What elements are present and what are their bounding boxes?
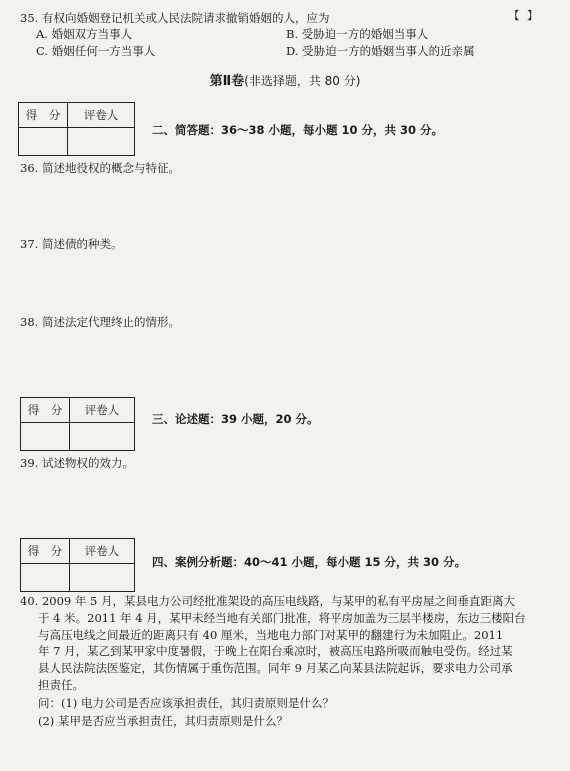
question-38: 38. 简述法定代理终止的情形。 [20, 315, 180, 329]
part-2-heading [0, 70, 570, 89]
question-40-line: 与高压电线之间最近的距离只有 40 厘米，当地电力部门对某甲的翻建行为未加阻止。2011 [38, 627, 504, 642]
score-cell [19, 128, 68, 156]
question-40-line: 担责任。 [38, 677, 84, 692]
part-2-subtitle: (非选择题，共 80 分) [244, 74, 361, 88]
grader-label: 评卷人 [68, 103, 135, 128]
question-40-line: 于 4 米。2011 年 4 月，某甲未经当地有关部门批准，将平房加盖为三层半楼房，东边三楼阳台 [38, 610, 526, 625]
question-40-line: 年 7 月，某乙到某甲家中度暑假，于晚上在阳台乘凉时，被高压电路所吸而触电受伤。经过某 [38, 644, 513, 659]
question-35-option-d: D. 受胁迫一方的婚姻当事人的近亲属 [286, 44, 475, 58]
question-40-sub-2: (2) 某甲是否应当承担责任，其归责原则是什么？ [38, 714, 288, 728]
grader-cell [68, 128, 135, 156]
grader-cell [70, 423, 135, 451]
question-35-option-c: C. 婚姻任何一方当事人 [36, 44, 156, 58]
question-35-option-b: B. 受胁迫一方的婚姻当事人 [286, 27, 429, 41]
question-35-option-a: A. 婚姻双方当事人 [36, 27, 133, 41]
question-36: 36. 简述地役权的概念与特征。 [20, 161, 180, 175]
score-box-section-2 [18, 102, 135, 156]
score-box-section-4 [20, 538, 135, 592]
part-2-title: 第Ⅱ卷 [209, 74, 245, 89]
score-cell [21, 423, 70, 451]
score-label: 得 分 [19, 103, 68, 128]
question-40-body [20, 593, 550, 694]
question-35-stem: 35. 有权向婚姻登记机关或人民法院请求撤销婚姻的人，应为 [20, 11, 330, 25]
question-39: 39. 试述物权的效力。 [20, 456, 134, 470]
question-37: 37. 简述债的种类。 [20, 237, 123, 251]
score-label: 得 分 [21, 398, 70, 423]
grader-label: 评卷人 [70, 398, 135, 423]
score-label: 得 分 [21, 539, 70, 564]
question-40-sub-1: 问：(1) 电力公司是否应该承担责任，其归责原则是什么？ [38, 696, 334, 710]
score-cell [21, 564, 70, 592]
question-40-line: 县人民法院法医鉴定，其伤情属于重伤范围。同年 9 月某乙向某县法院起诉，要求电力公司承 [38, 661, 513, 676]
page-bracket-mark: 【 】 [508, 9, 540, 22]
grader-label: 评卷人 [70, 539, 135, 564]
section-2-heading: 二、简答题：36～38 小题，每小题 10 分，共 30 分。 [152, 123, 444, 137]
section-3-heading: 三、论述题：39 小题，20 分。 [152, 412, 319, 426]
grader-cell [70, 564, 135, 592]
score-box-section-3 [20, 397, 135, 451]
section-4-heading: 四、案例分析题：40～41 小题，每小题 15 分，共 30 分。 [152, 555, 467, 569]
question-40-line: 40. 2009 年 5 月，某县电力公司经批准架设的高压电线路，与某甲的私有平房屋之间垂直距离大 [20, 594, 515, 608]
